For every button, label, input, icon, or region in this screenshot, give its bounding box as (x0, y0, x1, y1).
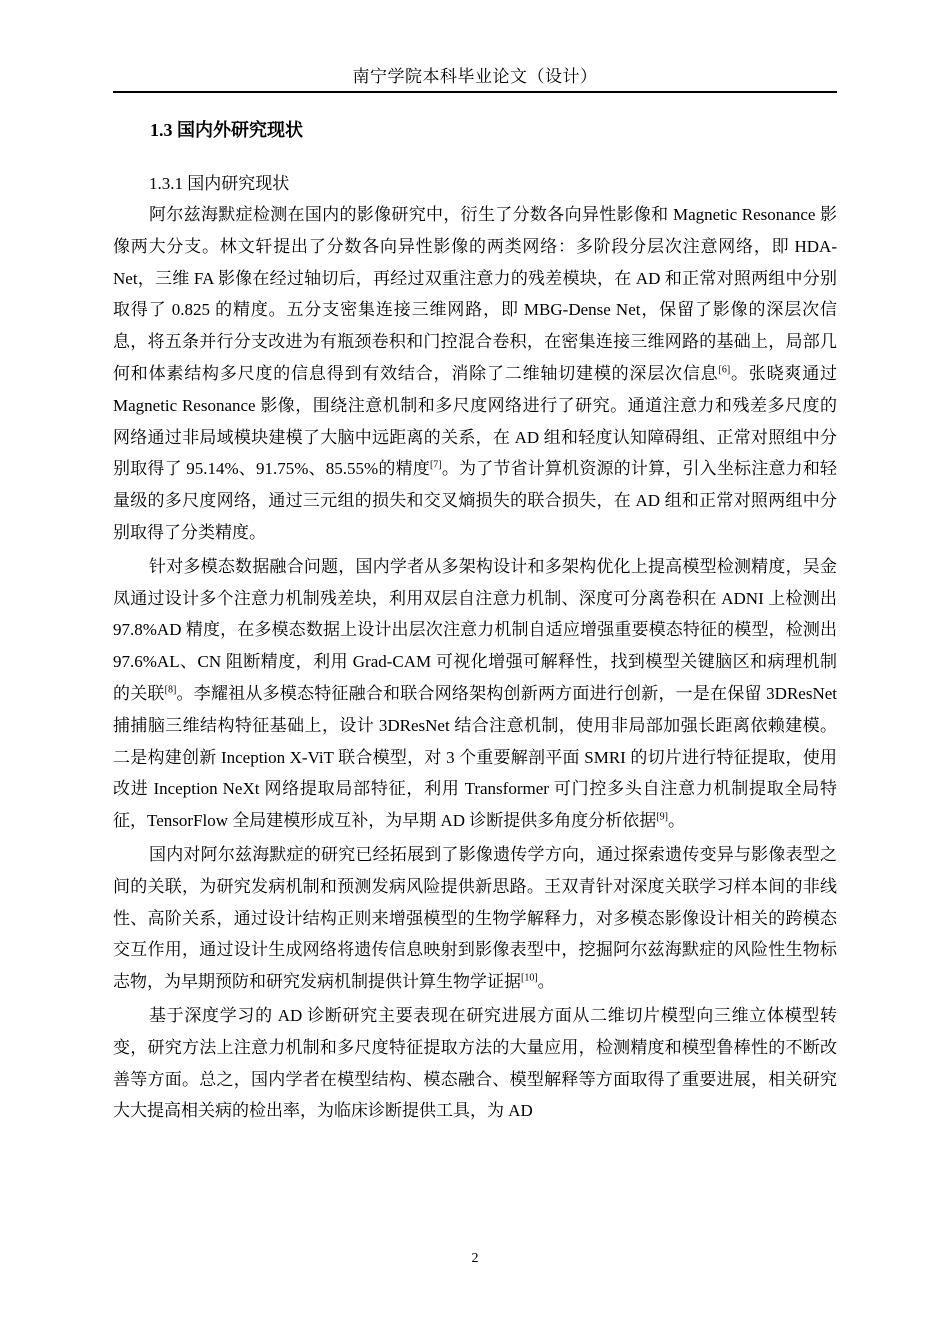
paragraph-2: 针对多模态数据融合问题，国内学者从多架构设计和多架构优化上提高模型检测精度，吴金凤通过设计多个注意力机制残差块，利用双层自注意力机制、深度可分离卷积在 ADNI 上检测出 97.8%AD 精度，在多模态数据上设计出层次注意力机制自适应增强重要模态特征的模型，检测出 97.6%AL、CN 阻断精度，利用 Grad-CAM 可视化增强可解释性，找到模型关键脑区和病理机制的关联[8]。李耀祖从多模态特征融合和联合网络架构创新两方面进行创新，一是在保留 3DResNet 捕捕脑三维结构特征基础上，设计 3DResNet 结合注意机制，使用非局部加强长距离依赖建模。二是构建创新 Inception X-ViT 联合模型，对 3 个重要解剖平面 SMRI 的切片进行特征提取，使用改进 Inception NeXt 网络提取局部特征，利用 Transformer 可门控多头自注意力机制提取全局特征，TensorFlow 全局建模形成互补，为早期 AD 诊断提供多角度分析依据[9]。 (113, 556, 837, 831)
section-heading: 1.3 国内外研究现状 (150, 120, 303, 140)
running-header: 南宁学院本科毕业论文（设计） (352, 67, 598, 86)
page-number: 2 (471, 1251, 479, 1266)
subsection-heading: 1.3.1 国内研究现状 (149, 174, 290, 193)
citation-ref: [7] (429, 459, 442, 471)
citation-ref: [8] (164, 684, 177, 696)
citation-ref: [9] (656, 811, 668, 823)
paragraph-1: 阿尔兹海默症检测在国内的影像研究中，衍生了分数各向异性影像和 Magnetic Resonance 影像两大分支。林文轩提出了分数各向异性影像的两类网络：多阶段分层次注意网络，即 HDA-Net，三维 FA 影像在经过轴切后，再经过双重注意力的残差模块，在 AD 和正常对照两组中分别取得了 0.825 的精度。五分支密集连接三维网路，即 MBG-Dense Net，保留了影像的深层次信息，将五条并行分支改进为有瓶颈卷积和门控混合卷积，在密集连接三维网路的基础上，局部几何和体素结构多尺度的信息得到有效结合，消除了二维轴切建模的深层次信息[6]。张晓爽通过 Magnetic Resonance 影像，围绕注意机制和多尺度网络进行了研究。通道注意力和残差多尺度的网络通过非局域模块建模了大脑中远距离的关系，在 AD 组和轻度认知障碍组、正常对照组中分别取得了 95.14%、91.75%、85.55%的精度[7]。为了节省计算机资源的计算，引入坐标注意力和轻量级的多尺度网络，通过三元组的损失和交叉熵损失的联合损失，在 AD 组和正常对照两组中分别取得了分类精度。 (113, 205, 838, 542)
citation-ref: [6] (718, 364, 731, 376)
header-rule (113, 91, 837, 93)
paragraph-3: 国内对阿尔兹海默症的研究已经拓展到了影像遗传学方向，通过探索遗传变异与影像表型之间的关联，为研究发病机制和预测发病风险提供新思路。王双青针对深度关联学习样本间的非线性、高阶关系，通过设计结构正则来增强模型的生物学解释力，对多模态影像设计相关的跨模态交互作用，通过设计生成网络将遗传信息映射到影像表型中，挖掘阿尔兹海默症的风险性生物标志物，为早期预防和研究发病机制提供计算生物学证据[10]。 (113, 844, 837, 992)
page-body (113, 114, 837, 1127)
paragraph-4: 基于深度学习的 AD 诊断研究主要表现在研究进展方面从二维切片模型向三维立体模型转变，研究方法上注意力机制和多尺度特征提取方法的大量应用，检测精度和模型鲁棒性的不断改善等方面。总之，国内学者在模型结构、模态融合、模型解释等方面取得了重要进展，相关研究大大提高相关病的检出率，为临床诊断提供工具，为 AD (113, 1005, 837, 1121)
citation-ref: [10] (521, 972, 538, 984)
